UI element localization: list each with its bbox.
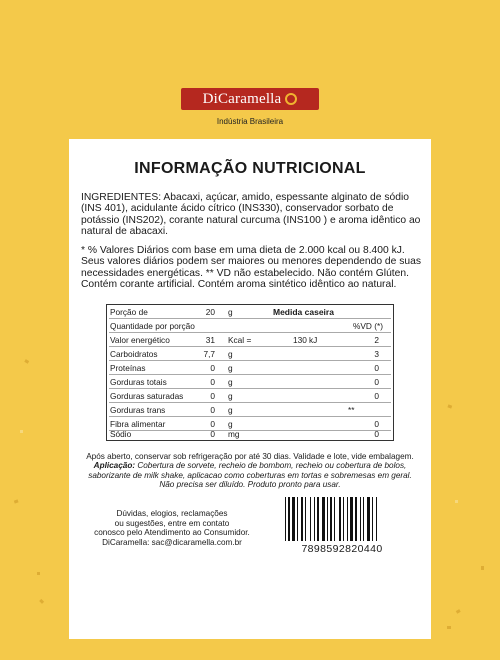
row-value: 0 xyxy=(210,429,215,439)
barcode-bar xyxy=(317,497,319,541)
application-label: Aplicação: xyxy=(93,461,136,471)
barcode-bar xyxy=(288,497,290,541)
ingredients-text: INGREDIENTES: Abacaxi, açúcar, amido, espessante alginato de sódio (INS 401), acidulante ácido cítrico (INS330), conservador sorbato de potássio (INS202), corante natural curcuma (INS100 ) e aroma idêntico ao natural de abacaxi. xyxy=(81,192,421,237)
row-unit: g xyxy=(228,391,233,401)
row-value: 0 xyxy=(210,405,215,415)
portion-unit: g xyxy=(228,307,233,317)
row-value: 0 xyxy=(210,377,215,387)
row-label: Sódio xyxy=(110,429,132,439)
portion-label: Porção de xyxy=(110,307,148,317)
row-value: 7,7 xyxy=(203,349,215,359)
barcode-bar xyxy=(292,497,295,541)
barcode-bar xyxy=(305,497,306,541)
daily-values-note: * % Valores Diários com base em uma dieta de 2.000 kcal ou 8.400 kJ. Seus valores diários podem ser maiores ou menores dependendo de suas necessidades energéticas. ** VD não estabelecido. Não contém Glúten. Contém corante artificial. Contém aroma sintético idêntico ao natural. xyxy=(81,245,421,290)
table-row xyxy=(107,375,393,389)
barcode-bar xyxy=(314,497,315,541)
barcode-bar xyxy=(355,497,357,541)
row-label: Gorduras saturadas xyxy=(110,391,184,401)
usage-notes xyxy=(69,452,431,490)
application-text-line2: saborizante de milk shake, aplicacao como coberturas em tortas e sobremesas em geral. xyxy=(88,470,412,480)
barcode-bar xyxy=(310,497,311,541)
quantity-per-portion-label: Quantidade por porção xyxy=(110,321,195,331)
barcode-bar xyxy=(343,497,344,541)
row-label: Proteínas xyxy=(110,363,146,373)
row-value: 0 xyxy=(210,419,215,429)
barcode-bar xyxy=(301,497,303,541)
consumer-contact xyxy=(77,509,267,547)
row-vd: 0 xyxy=(374,429,379,439)
row-unit: mg xyxy=(228,429,240,439)
barcode-bar xyxy=(347,497,348,541)
barcode-bar xyxy=(297,497,298,541)
barcode-bar xyxy=(334,497,335,541)
row-unit: g xyxy=(228,349,233,359)
table-header-row xyxy=(107,305,393,319)
household-measure-label: Medida caseira xyxy=(273,307,334,317)
row-label: Carboidratos xyxy=(110,349,158,359)
brand-tagline: Indústria Brasileira xyxy=(216,117,284,126)
barcode-bar xyxy=(367,497,370,541)
table-row xyxy=(107,389,393,403)
row-unit-kj: kJ xyxy=(309,335,318,345)
row-label: Valor energético xyxy=(110,335,170,345)
table-row xyxy=(107,347,393,361)
barcode-bar xyxy=(372,497,373,541)
contact-email: DiCaramella: sac@dicaramella.com.br xyxy=(102,537,242,547)
barcode-bar xyxy=(322,497,325,541)
dilution-note: Não precisa ser diluído. Produto pronto para usar. xyxy=(159,480,341,490)
table-row xyxy=(107,361,393,375)
barcode-bar xyxy=(350,497,353,541)
row-unit: Kcal = xyxy=(228,335,252,345)
row-vd: 0 xyxy=(374,391,379,401)
barcode-bar xyxy=(285,497,286,541)
row-value: 0 xyxy=(210,363,215,373)
row-unit: g xyxy=(228,377,233,387)
barcode-bar xyxy=(330,497,332,541)
row-label: Fibra alimentar xyxy=(110,419,166,429)
table-row xyxy=(107,333,393,347)
row-label: Gorduras totais xyxy=(110,377,167,387)
swirl-icon xyxy=(285,93,297,105)
nutrition-table xyxy=(106,304,394,441)
application-text: Cobertura de sorvete, recheio de bombom, recheio ou cobertura de bolos, xyxy=(135,461,407,471)
table-subheader-row xyxy=(107,319,393,333)
portion-value: 20 xyxy=(205,307,215,317)
row-value-kj: 130 xyxy=(293,335,307,345)
panel-title: INFORMAÇÃO NUTRICIONAL xyxy=(134,160,366,177)
row-unit: g xyxy=(228,419,233,429)
brand-name: DiCaramella xyxy=(202,90,282,107)
row-vd: 0 xyxy=(374,377,379,387)
row-unit: g xyxy=(228,363,233,373)
row-vd: 3 xyxy=(374,349,379,359)
brand-logo xyxy=(181,88,319,110)
row-value: 31 xyxy=(205,335,215,345)
row-vd: 0 xyxy=(374,419,379,429)
barcode-bar xyxy=(339,497,341,541)
barcode-bar xyxy=(376,497,377,541)
contact-line: ou sugestões, entre em contato xyxy=(114,518,230,528)
contact-line: Dúvidas, elogios, reclamações xyxy=(116,509,228,518)
row-vd: 0 xyxy=(374,363,379,373)
barcode-bar xyxy=(360,497,361,541)
barcode xyxy=(283,497,401,541)
barcode-bar xyxy=(363,497,364,541)
row-unit: g xyxy=(228,405,233,415)
barcode-number: 7898592820440 xyxy=(301,543,383,555)
nutrition-panel xyxy=(69,139,431,639)
storage-note: Após aberto, conservar sob refrigeração por até 30 dias. Validade e lote, vide embalagem. xyxy=(86,452,414,461)
row-vd: ** xyxy=(348,405,355,415)
row-vd: 2 xyxy=(374,335,379,345)
vd-header: %VD (*) xyxy=(353,321,383,331)
row-value: 0 xyxy=(210,391,215,401)
table-row xyxy=(107,427,393,441)
contact-line: conosco pelo Atendimento ao Consumidor. xyxy=(94,528,250,538)
row-label: Gorduras trans xyxy=(110,405,166,415)
table-row xyxy=(107,403,393,417)
barcode-bar xyxy=(327,497,328,541)
